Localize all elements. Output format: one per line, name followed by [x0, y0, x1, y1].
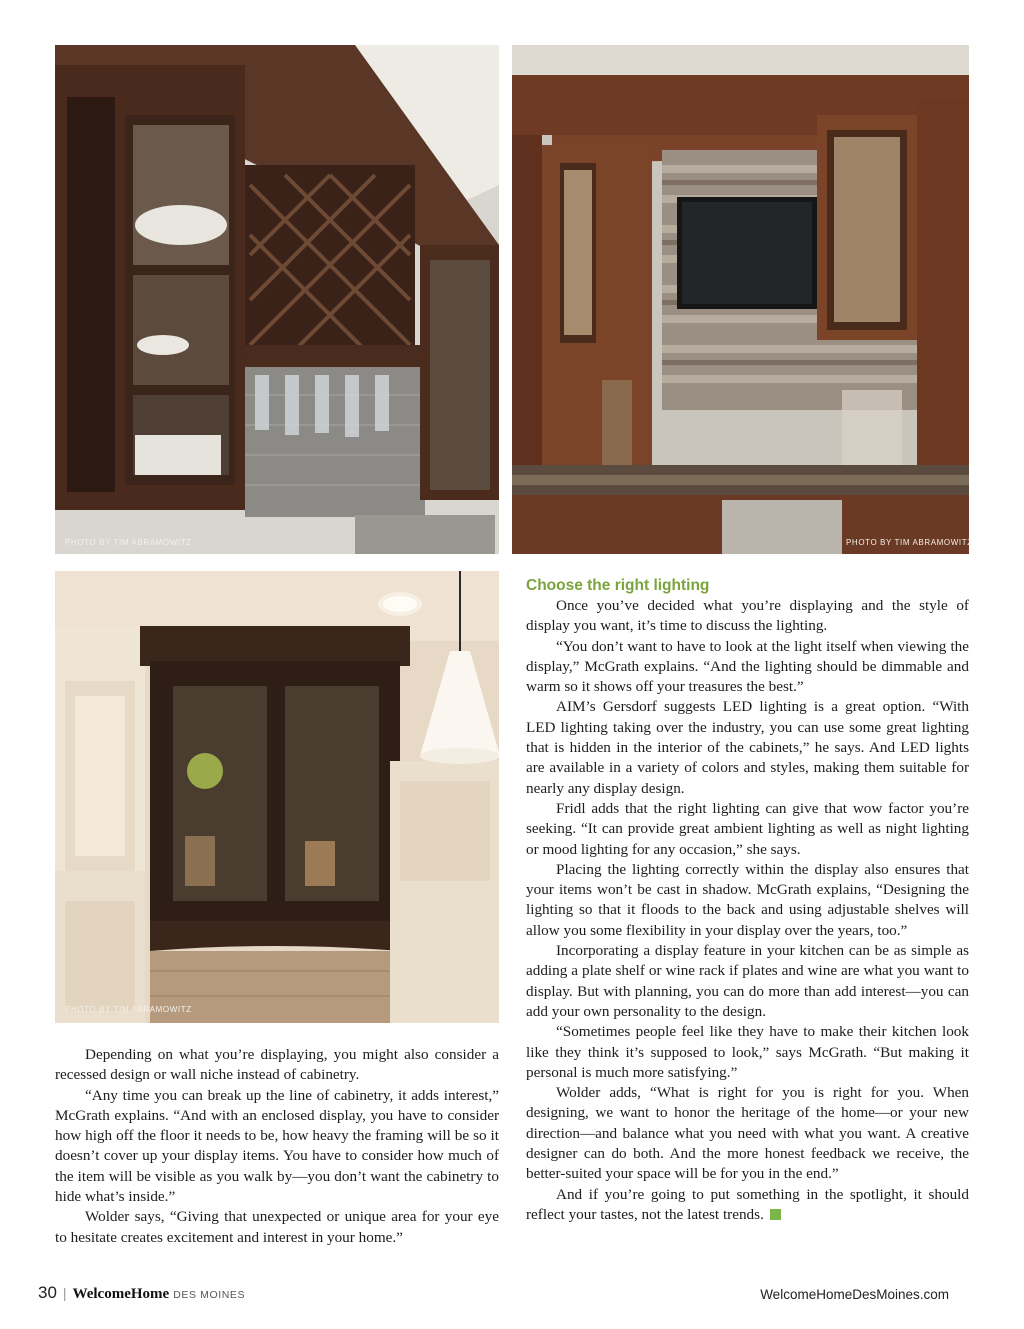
magazine-city: DES MOINES [173, 1289, 246, 1301]
magazine-brand: WelcomeHome [72, 1286, 170, 1302]
footer-left [38, 1283, 245, 1303]
body-paragraph: Placing the lighting correctly within the display also ensures that your items won’t be cast in shadow. McGrath explains, “Designing the lighting so that it floods to the back and using adjustable shelves will allow you some flexibility in your display over the years, too.” [526, 860, 969, 939]
body-paragraph: Fridl adds that the right lighting can give that wow factor you’re seeking. “It can provide great ambient lighting as well as night lighting or mood lighting for any occasion,” she says. [526, 799, 969, 858]
photo-credit: PHOTO BY TIM ABRAMOWITZ [846, 538, 973, 547]
page-number: 30 [38, 1283, 57, 1302]
body-paragraph: Wolder says, “Giving that unexpected or unique area for your eye to hesitate creates excitement and interest in your home.” [55, 1208, 499, 1246]
body-paragraph-last [526, 1185, 969, 1226]
closing-text: And if you’re going to put something in the spotlight, it should reflect your tastes, not the latest trends. [526, 1185, 969, 1223]
body-paragraph: Wolder adds, “What is right for you is right for you. When designing, we want to honor the heritage of the home—or your new direction—and balance what you need with what you want. A creative designer can do both. And the more honest feedback we receive, the better-suited your space will be for you in the end.” [526, 1084, 969, 1183]
right-column [526, 576, 969, 1225]
photo-credit: PHOTO BY TIM ABRAMOWITZ [65, 538, 192, 547]
body-paragraph: Once you’ve decided what you’re displaying and the style of display you want, it’s time to discuss the lighting. [526, 597, 969, 635]
section-heading: Choose the right lighting [526, 577, 710, 594]
body-paragraph: AIM’s Gersdorf suggests LED lighting is a great option. “With LED lighting taking over the industry, you can use some great lighting that is hidden in the interior of the cabinets,” he says. And LED lights are available in a variety of colors and styles, making them suitable for nearly any display design. [526, 698, 969, 797]
left-column [55, 1045, 499, 1248]
photo-wine-rack-cabinets [55, 45, 499, 554]
end-mark-icon [770, 1209, 781, 1220]
photo-display-cabinet-pendant [55, 571, 499, 1023]
footer-separator: | [62, 1285, 67, 1301]
body-paragraph: “Any time you can break up the line of cabinetry, it adds interest,” McGrath explains. “And with an enclosed display, you have to consider how high off the floor it needs to be, how heavy the framing will be so it doesn’t cover up your display items. You have to consider how much of the item will be visible as you walk by—you don’t want the cabinetry to hide what’s inside.” [55, 1086, 499, 1206]
body-paragraph: “Sometimes people feel like they have to make their kitchen look like they think it’s supposed to look,” says McGrath. “But making it personal is much more satisfying.” [526, 1023, 969, 1081]
body-paragraph: Incorporating a display feature in your kitchen can be as simple as adding a plate shelf or wine rack if plates and wine are what you want to display. But with planning, you can do more than add interest—you can add your own personality to the design. [526, 942, 969, 1020]
photo-credit: PHOTO BY TIM ABRAMOWITZ [65, 1005, 192, 1014]
body-paragraph: “You don’t want to have to look at the light itself when viewing the display,” McGrath explains. “And the lighting should be dimmable and warm so it shows off your treasures the best.” [526, 637, 969, 696]
footer-right [760, 1286, 949, 1304]
photo-bar-tv-backsplash [512, 45, 969, 554]
website-url: WelcomeHomeDesMoines.com [760, 1287, 949, 1302]
body-paragraph: Depending on what you’re displaying, you might also consider a recessed design or wall niche instead of cabinetry. [55, 1046, 499, 1084]
